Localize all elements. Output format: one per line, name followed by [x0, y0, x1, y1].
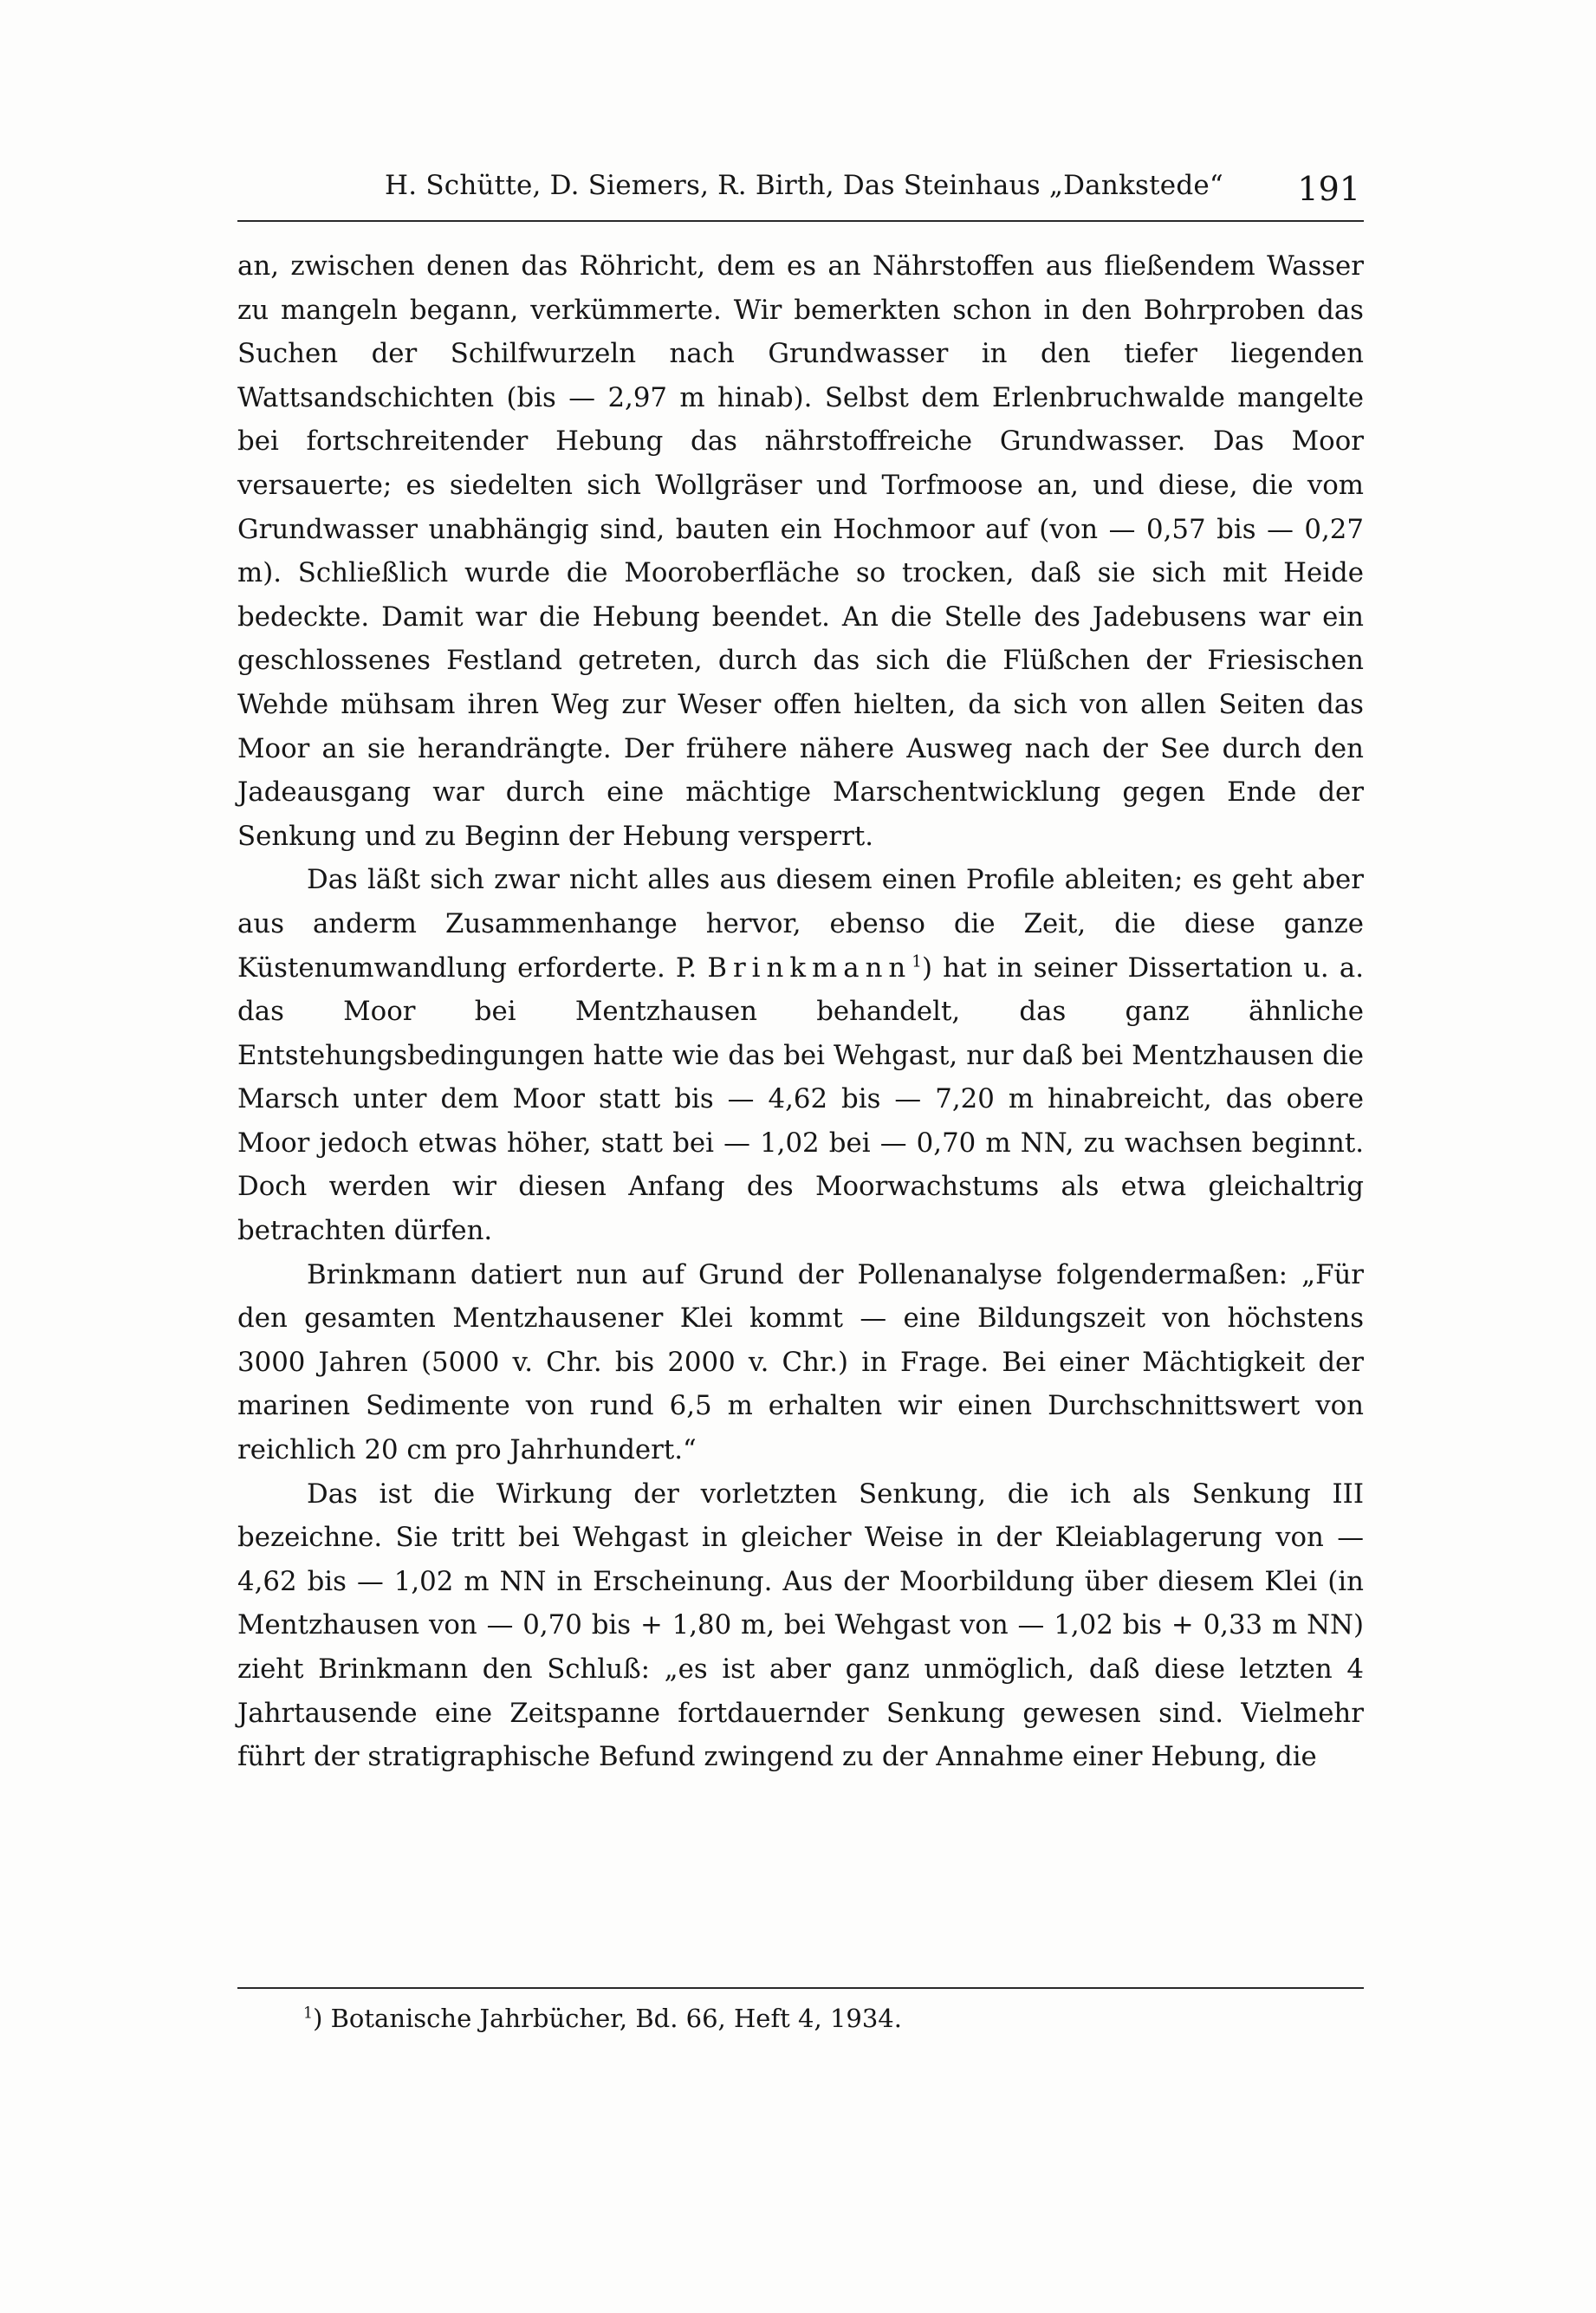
paragraph-2-after: ) hat in seiner Dissertation u. a. das Moor bei Mentzhausen behandelt, das ganz ähnliche Entstehungsbedingungen hatte wie das bei Wehgast, nur daß bei Mentzhausen die Marsch unter dem Moor statt bis — 4,62 bis — 7,20 m hinabreicht, das obere Moor jedoch etwas höher, statt bei — 1,02 bei — 0,70 m NN, zu wachsen beginnt. Doch werden wir diesen Anfang des Moorwachstums als etwa gleichaltrig betrachten dürfen.	[237, 952, 1364, 1247]
paragraph-2-before: Das läßt sich zwar nicht alles aus diesem einen Profile ableiten; es geht aber aus anderm Zusammenhange hervor, ebenso die Zeit, die diese ganze Küstenumwandlung erforderte. P.	[237, 864, 1364, 984]
footnote-divider	[237, 1987, 1364, 1989]
footnote-reference: 1	[912, 952, 923, 971]
running-title: H. Schütte, D. Siemers, R. Birth, Das Steinhaus „Dankstede“	[385, 170, 1223, 201]
paragraph-2	[237, 858, 1364, 1252]
page-header	[237, 163, 1364, 222]
paragraph-4: Das ist die Wirkung der vorletzten Senkung, die ich als Senkung III bezeichne. Sie tritt bei Wehgast in gleicher Weise in der Kleiablagerung von — 4,62 bis — 1,02 m NN in Erscheinung. Aus der Moorbildung über diesem Klei (in Mentzhausen von — 0,70 bis + 1,80 m, bei Wehgast von — 1,02 bis + 0,33 m NN) zieht Brinkmann den Schluß: „es ist aber ganz unmöglich, daß diese letzten 4 Jahrtausende eine Zeitspanne fortdauernder Senkung gewesen sind. Vielmehr führt der stratigraphische Befund zwingend zu der Annahme einer Hebung, die	[237, 1478, 1364, 1773]
paragraph-1: an, zwischen denen das Röhricht, dem es an Nährstoffen aus fließendem Wasser zu mangeln begann, verkümmerte. Wir bemerkten schon in den Bohrproben das Suchen der Schilfwurzeln nach Grundwasser in den tiefer liegenden Wattsandschichten (bis — 2,97 m hinab). Selbst dem Erlenbruchwalde mangelte bei fortschreitender Hebung das nährstoffreiche Grundwasser. Das Moor versauerte; es siedelten sich Wollgräser und Torfmoose an, und diese, die vom Grundwasser unabhängig sind, bauten ein Hochmoor auf (von — 0,57 bis — 0,27 m). Schließlich wurde die Mooroberfläche so trocken, daß sie sich mit Heide bedeckte. Damit war die Hebung beendet. An die Stelle des Jadebusens war ein geschlossenes Festland getreten, durch das sich die Flüßchen der Friesischen Wehde mühsam ihren Weg zur Weser offen hielten, da sich von allen Seiten das Moor an sie herandrängte. Der frühere nähere Ausweg nach der See durch den Jadeausgang war durch eine mächtige Marschentwicklung gegen Ende der Senkung und zu Beginn der Hebung versperrt.	[237, 250, 1364, 852]
footnote	[303, 2004, 902, 2033]
page-number: 191	[1297, 170, 1360, 208]
paragraph-3: Brinkmann datiert nun auf Grund der Pollenanalyse folgendermaßen: „Für den gesamten Mentzhausener Klei kommt — eine Bildungszeit von höchstens 3000 Jahren (5000 v. Chr. bis 2000 v. Chr.) in Frage. Bei einer Mächtigkeit der marinen Sedimente von rund 6,5 m erhalten wir einen Durchschnittswert von reichlich 20 cm pro Jahrhundert.“	[237, 1258, 1364, 1466]
author-name-brinkmann: Brinkmann	[707, 952, 912, 984]
footnote-text: ) Botanische Jahrbücher, Bd. 66, Heft 4, 1934.	[313, 2004, 902, 2033]
footnote-mark: 1	[303, 2004, 314, 2023]
body-text	[237, 244, 1364, 1779]
